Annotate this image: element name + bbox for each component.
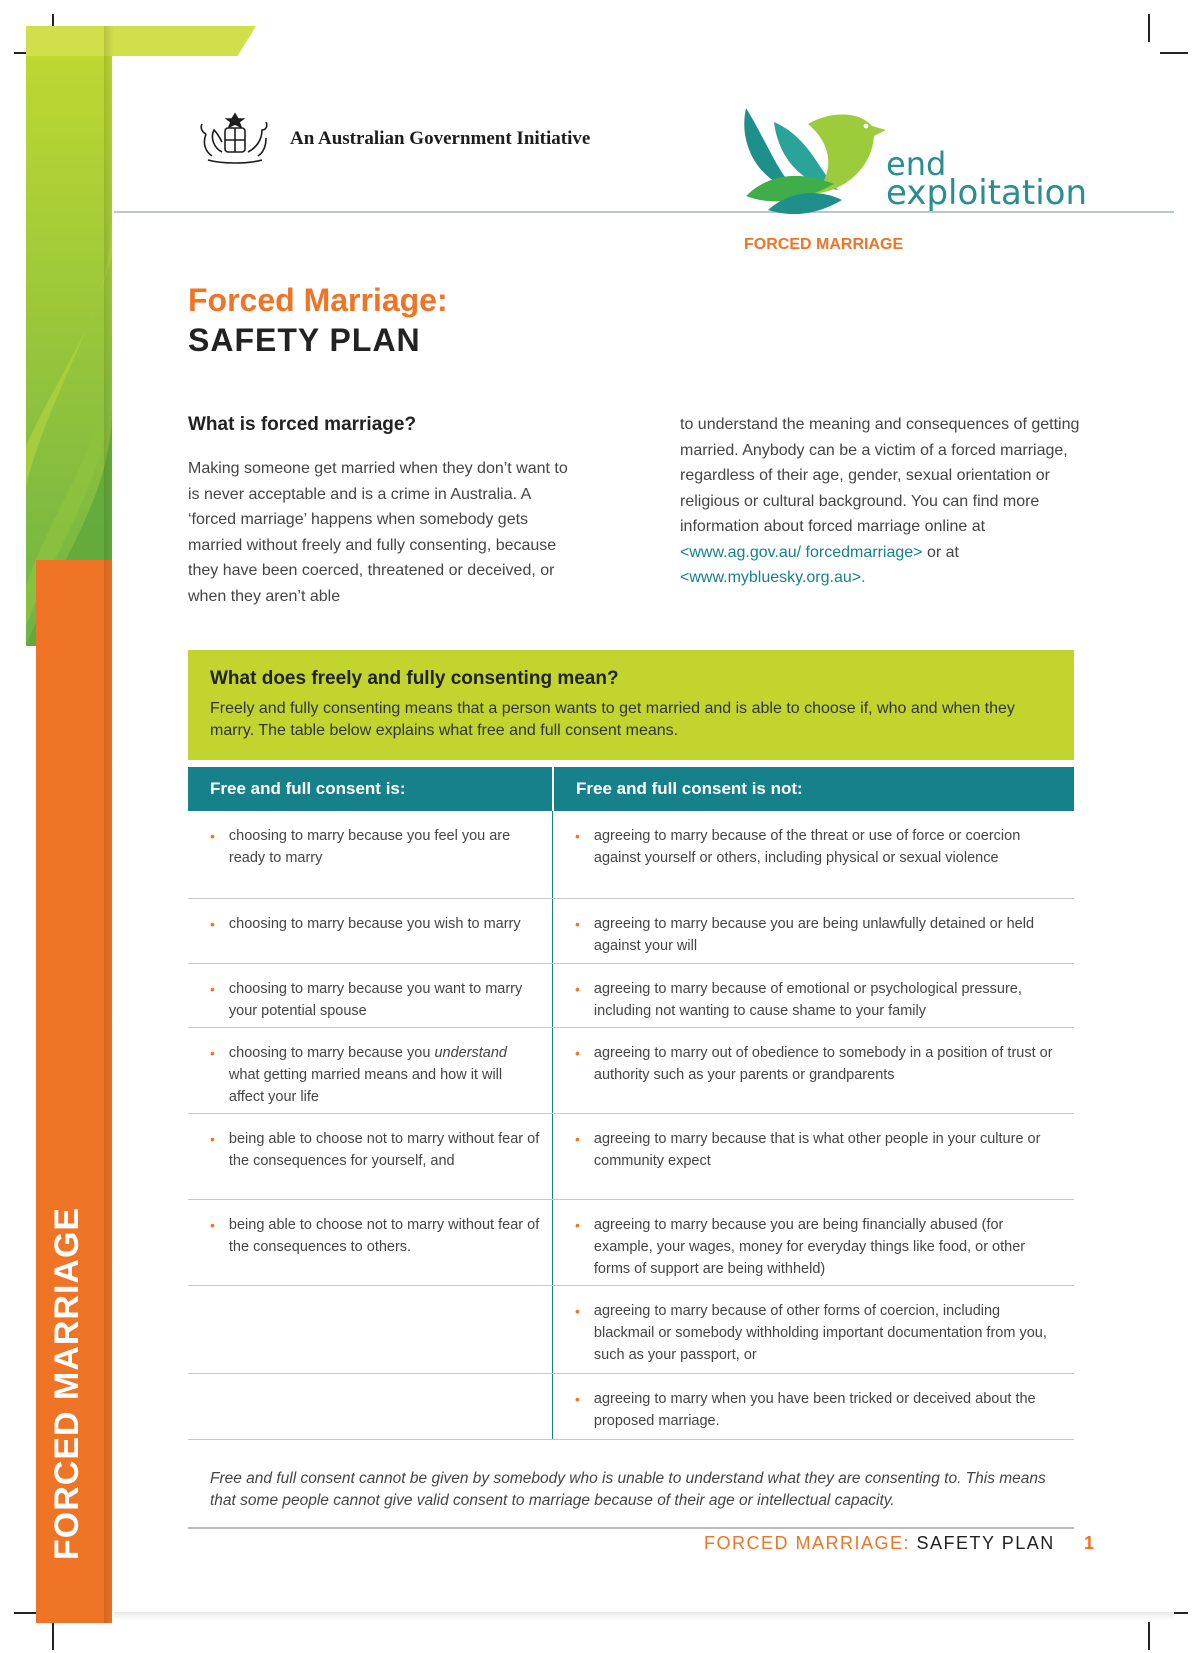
page-title: Forced Marriage: — [188, 282, 448, 318]
intro-heading: What is forced marriage? — [188, 414, 417, 435]
consent-is-text — [229, 1042, 540, 1108]
page-number: 1 — [1084, 1533, 1095, 1553]
table-cell — [553, 964, 1074, 1027]
table-cell — [188, 1286, 553, 1373]
consent-box-title: What does freely and fully consenting mean? — [210, 668, 619, 689]
intro-right-period: . — [861, 569, 866, 586]
left-leaf-decoration — [26, 26, 116, 646]
crop-mark — [1148, 1622, 1150, 1650]
table-row — [188, 1200, 1074, 1286]
crop-mark — [1148, 14, 1150, 42]
consent-not-text: agreeing to marry when you have been tricked or deceived about the proposed marriage. — [593, 1391, 1036, 1429]
table-cell — [553, 1028, 1074, 1113]
consent-definition-box — [188, 650, 1074, 760]
table-row — [188, 899, 1074, 964]
table-cell — [188, 1200, 553, 1285]
consent-not-text: agreeing to marry because of emotional or psychological pressure, including not wanting to cause shame to your family — [593, 981, 1022, 1019]
brand-exploitation-text: exploitation — [886, 173, 1088, 213]
bullet-icon: • — [210, 828, 215, 844]
footer-section-label: FORCED MARRIAGE: — [704, 1533, 911, 1553]
consent-is-text: being able to choose not to marry without fear of the consequences for yourself, and — [228, 1131, 540, 1169]
consent-is-text: choosing to marry because you feel you are ready to marry — [228, 828, 511, 866]
consent-footnote: Free and full consent cannot be given by somebody who is unable to understand what they are consenting to. This means that some people cannot give valid consent to marriage because of their age or intellectual capacity. — [210, 1470, 1046, 1509]
gov-initiative-text: An Australian Government Initiative — [290, 128, 591, 149]
coat-of-arms-icon — [192, 108, 278, 170]
bullet-icon: • — [575, 1217, 580, 1233]
table-cell — [553, 1374, 1074, 1439]
consent-not-text: agreeing to marry because of other forms of coercion, including blackmail or somebody withholding important documentation from you, such as your passport, or — [593, 1303, 1047, 1363]
intro-paragraph-right — [680, 412, 1080, 591]
table-row — [188, 964, 1074, 1028]
consent-is-text-emphasis: understand — [434, 1045, 507, 1061]
footnote-rule — [188, 1527, 1074, 1529]
page-subtitle: SAFETY PLAN — [188, 322, 421, 358]
consent-box-text: Freely and fully consenting means that a person wants to get married and is able to choose if, who and when they marry. The table below explains what free and full consent means. — [210, 700, 1015, 739]
bullet-icon: • — [210, 916, 215, 932]
bullet-icon: • — [210, 981, 215, 997]
table-cell — [553, 1200, 1074, 1285]
consent-is-text: being able to choose not to marry without fear of the consequences to others. — [228, 1217, 540, 1255]
gov-initiative — [192, 108, 590, 170]
table-row — [188, 1114, 1074, 1200]
consent-not-text: agreeing to marry because you are being financially abused (for example, your wages, money for everyday things like food, or other forms of support are being withheld) — [593, 1217, 1026, 1277]
table-row — [188, 811, 1074, 899]
consent-is-text-post: what getting married means and how it will affect your life — [228, 1067, 503, 1105]
intro-paragraph-left: Making someone get married when they don’t want to is never acceptable and is a crime in Australia. A ‘forced marriage’ happens when somebody gets married without freely and fully consenting, because they have been coerced, threatened or deceived, or when they aren’t able — [188, 460, 568, 605]
mybluesky-link[interactable]: <www.mybluesky.org.au> — [680, 569, 862, 586]
table-row — [188, 1286, 1074, 1374]
bullet-icon: • — [575, 1391, 580, 1407]
table-header — [188, 767, 1074, 811]
table-cell — [188, 1028, 553, 1113]
consent-not-text: agreeing to marry because you are being unlawfully detained or held against your will — [593, 916, 1035, 954]
intro-right-connector: or at — [922, 543, 959, 561]
crop-mark — [1160, 52, 1188, 54]
consent-is-text: choosing to marry because you wish to marry — [228, 916, 521, 932]
bullet-icon: • — [575, 1131, 580, 1147]
page-footer — [704, 1533, 1055, 1554]
brand-end-text: end — [886, 145, 947, 183]
consent-not-text: agreeing to marry because of the threat or use of force or coercion against yourself or others, including physical or sexual violence — [593, 828, 1021, 866]
bird-logo-icon — [738, 104, 898, 224]
brand-tagline: FORCED MARRIAGE — [744, 236, 904, 253]
table-row — [188, 1028, 1074, 1114]
side-vertical-label: FORCED MARRIAGE — [48, 1206, 86, 1560]
bullet-icon: • — [575, 981, 580, 997]
table-cell — [553, 1286, 1074, 1373]
end-exploitation-logo — [738, 104, 1118, 259]
col-header-consent-is-not: Free and full consent is not: — [554, 767, 1074, 811]
bullet-icon: • — [575, 916, 580, 932]
intro-right-text: to understand the meaning and consequences of getting married. Anybody can be a victim of a forced marriage, regardless of their age, gender, sexual orientation or religious or cultural background. You can find more information about forced marriage online at — [680, 416, 1080, 535]
bullet-icon: • — [575, 1303, 580, 1319]
bullet-icon: • — [210, 1045, 215, 1061]
bullet-icon: • — [210, 1131, 215, 1147]
table-row — [188, 1374, 1074, 1440]
left-band-shadow — [104, 26, 114, 1623]
table-cell — [188, 811, 553, 898]
ag-gov-link[interactable]: <www.ag.gov.au/ forcedmarriage> — [680, 543, 923, 561]
table-cell — [188, 1374, 553, 1439]
col-header-consent-is: Free and full consent is: — [188, 767, 552, 811]
table-cell — [188, 899, 553, 963]
consent-not-text: agreeing to marry because that is what other people in your culture or community expect — [593, 1131, 1041, 1169]
bullet-icon: • — [575, 1045, 580, 1061]
bottom-edge — [114, 1612, 1174, 1620]
table-cell — [553, 1114, 1074, 1199]
table-cell — [188, 964, 553, 1027]
bullet-icon: • — [210, 1217, 215, 1233]
table-cell — [188, 1114, 553, 1199]
footer-doc-label: SAFETY PLAN — [910, 1533, 1055, 1553]
bullet-icon: • — [575, 828, 580, 844]
consent-not-text: agreeing to marry out of obedience to somebody in a position of trust or authority such as your parents or grandparents — [593, 1045, 1053, 1083]
consent-table — [188, 767, 1074, 1440]
consent-is-text-pre: choosing to marry because you — [228, 1045, 435, 1061]
crop-mark — [52, 1622, 54, 1650]
table-cell — [553, 811, 1074, 898]
table-cell — [553, 899, 1074, 963]
consent-is-text: choosing to marry because you want to marry your potential spouse — [228, 981, 523, 1019]
